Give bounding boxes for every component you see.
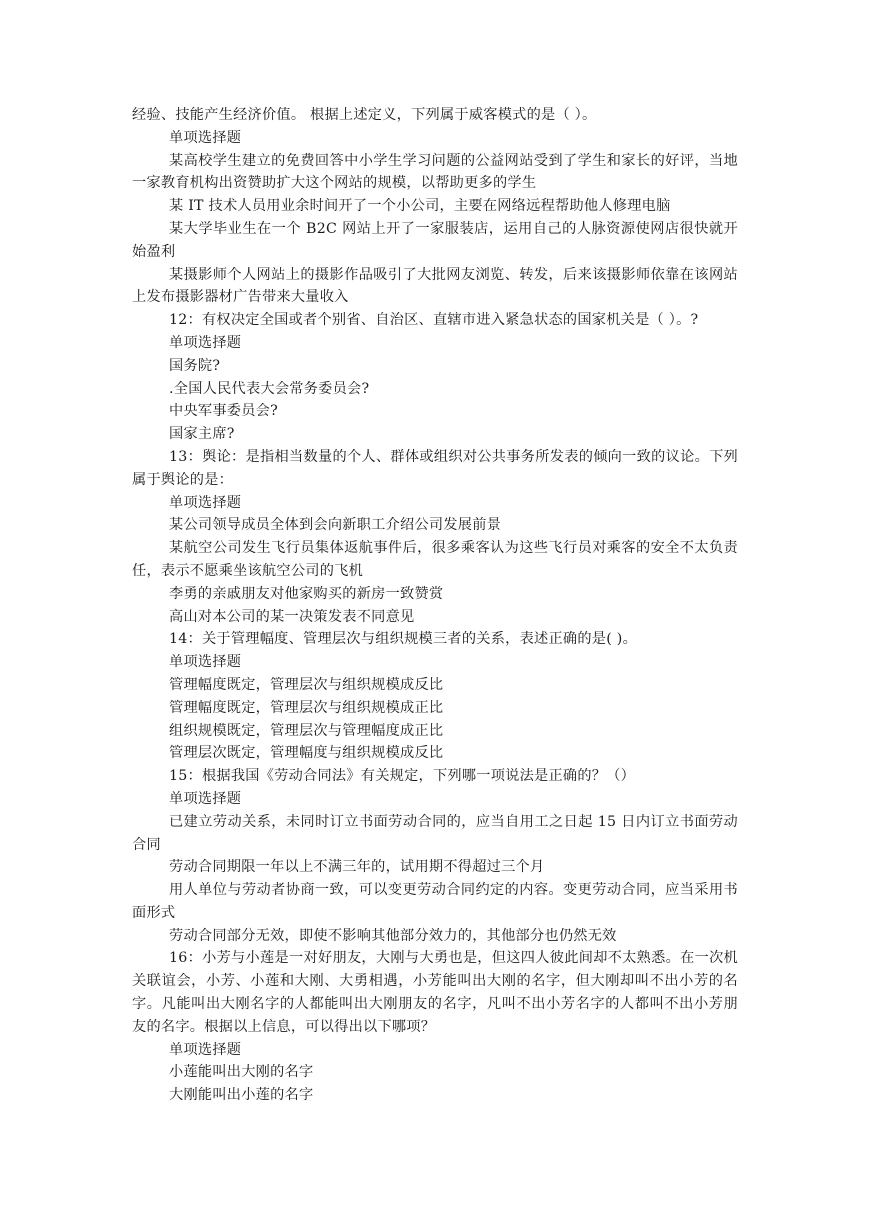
text-line: 管理幅度既定，管理层次与组织规模成正比: [169, 699, 444, 716]
text-line: 12：有权决定全国或者个别省、自治区、直辖市进入紧急状态的国家机关是（ ）。?: [169, 312, 699, 329]
text-line: .全国人民代表大会常务委员会?: [169, 380, 370, 397]
text-paragraph: 某摄影师个人网站上的摄影作品吸引了大批网友浏览、转发，后来该摄影师依靠在该网站上发布摄影器材广告带来大量收入: [132, 266, 738, 306]
text-line: 大刚能叫出小莲的名字: [169, 1087, 314, 1104]
text-paragraph: 某大学毕业生在一个 B2C 网站上开了一家服装店，运用自己的人脉资源使网店很快就开始盈利: [132, 220, 738, 260]
text-line: 国务院?: [169, 357, 221, 374]
text-line: 经验、技能产生经济价值。 根据上述定义，下列属于威客模式的是（ ）。: [132, 107, 597, 123]
text-paragraph: 13：舆论：是指相当数量的个人、群体或组织对公共事务所发表的倾向一致的议论。下列属于舆论的是：: [132, 448, 738, 488]
text-line: 单项选择题: [169, 654, 242, 671]
text-line: 中央军事委员会?: [169, 403, 278, 420]
text-line: 单项选择题: [169, 129, 242, 146]
text-line: 单项选择题: [169, 494, 242, 511]
document-page: [132, 104, 738, 1107]
text-line: 某 IT 技术人员用业余时间开了一个小公司，主要在网络远程帮助他人修理电脑: [169, 198, 671, 215]
text-line: 国家主席?: [169, 426, 235, 443]
text-paragraph: 某高校学生建立的免费回答中小学生学习问题的公益网站受到了学生和家长的好评，当地一家教育机构出资赞助扩大这个网站的规模，以帮助更多的学生: [132, 152, 738, 192]
text-line: 劳动合同期限一年以上不满三年的，试用期不得超过三个月: [169, 859, 545, 876]
text-paragraph: 某航空公司发生飞行员集体返航事件后，很多乘客认为这些飞行员对乘客的安全不太负责任，表示不愿乘坐该航空公司的飞机: [132, 540, 738, 579]
text-line: 单项选择题: [169, 1041, 242, 1058]
text-line: 劳动合同部分无效，即使不影响其他部分效力的，其他部分也仍然无效: [169, 927, 617, 944]
text-line: 15：根据我国《劳动合同法》有关规定，下列哪一项说法是正确的？（）: [169, 768, 636, 785]
text-line: 小莲能叫出大刚的名字: [169, 1064, 314, 1081]
text-line: 某公司领导成员全体到会向新职工介绍公司发展前景: [169, 517, 502, 534]
text-line: 单项选择题: [169, 334, 242, 351]
text-line: 管理幅度既定，管理层次与组织规模成反比: [169, 676, 444, 693]
text-line: 管理层次既定，管理幅度与组织规模成反比: [169, 745, 444, 762]
text-line: 高山对本公司的某一决策发表不同意见: [169, 608, 415, 625]
text-line: 李勇的亲戚朋友对他家购买的新房一致赞赏: [169, 585, 444, 602]
text-paragraph: 已建立劳动关系，未同时订立书面劳动合同的，应当自用工之日起 15 日内订立书面劳动合同: [132, 813, 738, 853]
text-paragraph: 用人单位与劳动者协商一致，可以变更劳动合同约定的内容。变更劳动合同，应当采用书面形式: [132, 882, 738, 921]
text-line: 单项选择题: [169, 790, 242, 807]
text-line: 组织规模既定，管理层次与管理幅度成正比: [169, 722, 444, 739]
text-line: 14：关于管理幅度、管理层次与组织规模三者的关系，表述正确的是( )。: [169, 631, 638, 648]
text-paragraph: 16：小芳与小莲是一对好朋友，大刚与大勇也是，但这四人彼此间却不太熟悉。在一次机关联谊会，小芳、小莲和大刚、大勇相遇，小芳能叫出大刚的名字，但大刚却叫不出小芳的名字。凡能叫出大刚名字的人都能叫出大刚朋友的名字，凡叫不出小芳名字的人都叫不出小芳朋友的名字。根据以上信息，可以得出以下哪项？: [132, 950, 738, 1035]
